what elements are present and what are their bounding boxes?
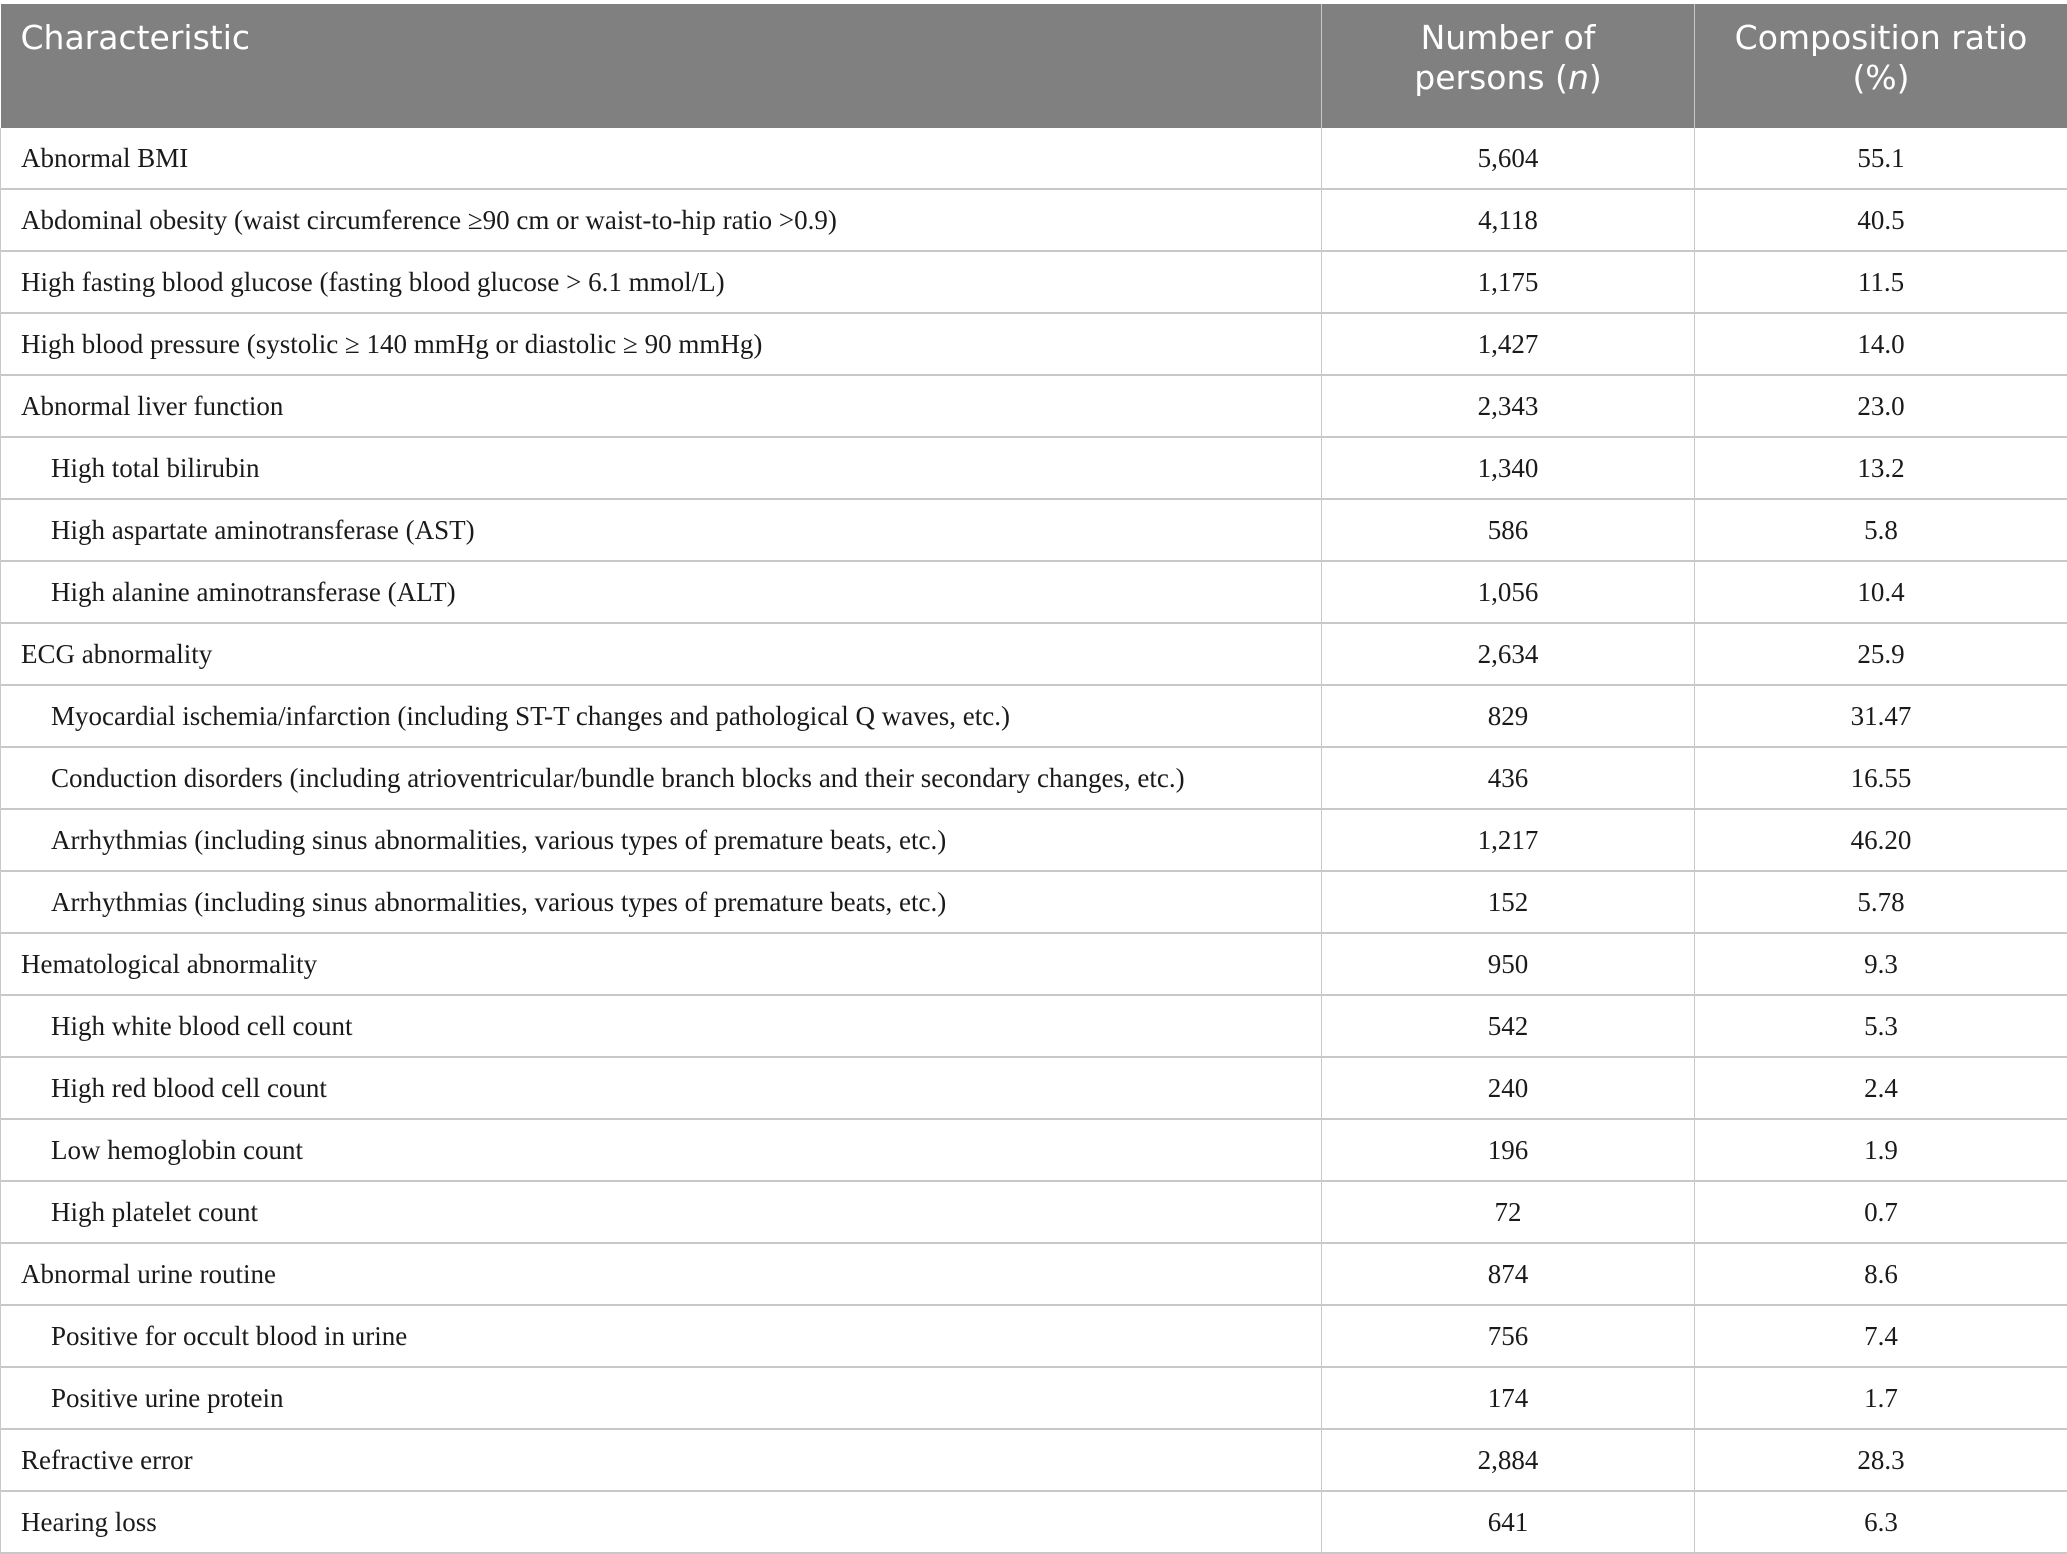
table-row (1, 499, 2067, 561)
row-number-of-persons: 829 (1322, 685, 1695, 747)
row-composition-ratio: 8.6 (1695, 1243, 2067, 1305)
row-characteristic: Abnormal liver function (1, 375, 1322, 437)
table-row (1, 995, 2067, 1057)
table-row (1, 1491, 2067, 1553)
row-composition-ratio: 46.20 (1695, 809, 2067, 871)
row-composition-ratio: 55.1 (1695, 128, 2067, 189)
header-number-of-persons (1322, 4, 1695, 128)
row-characteristic: High white blood cell count (1, 995, 1322, 1057)
row-number-of-persons: 174 (1322, 1367, 1695, 1429)
header-number-line1: Number of (1421, 18, 1596, 57)
header-number-line2-pre: persons ( (1414, 58, 1568, 97)
row-number-of-persons: 1,340 (1322, 437, 1695, 499)
header-characteristic: Characteristic (1, 4, 1322, 128)
row-number-of-persons: 2,884 (1322, 1429, 1695, 1491)
row-number-of-persons: 436 (1322, 747, 1695, 809)
row-number-of-persons: 240 (1322, 1057, 1695, 1119)
row-characteristic: Low hemoglobin count (1, 1119, 1322, 1181)
row-composition-ratio: 40.5 (1695, 189, 2067, 251)
row-composition-ratio: 28.3 (1695, 1429, 2067, 1491)
table-row (1, 375, 2067, 437)
table-row (1, 437, 2067, 499)
row-composition-ratio: 25.9 (1695, 623, 2067, 685)
row-number-of-persons: 950 (1322, 933, 1695, 995)
row-characteristic: Myocardial ischemia/infarction (including ST-T changes and pathological Q waves, etc.) (1, 685, 1322, 747)
row-characteristic: Abnormal BMI (1, 128, 1322, 189)
row-composition-ratio: 16.55 (1695, 747, 2067, 809)
table-row (1, 1243, 2067, 1305)
row-number-of-persons: 1,427 (1322, 313, 1695, 375)
row-characteristic: Hearing loss (1, 1491, 1322, 1553)
row-characteristic: High platelet count (1, 1181, 1322, 1243)
row-characteristic: Arrhythmias (including sinus abnormalities, various types of premature beats, etc.) (1, 809, 1322, 871)
row-number-of-persons: 1,217 (1322, 809, 1695, 871)
table-body (1, 128, 2067, 1553)
row-composition-ratio: 13.2 (1695, 437, 2067, 499)
row-composition-ratio: 23.0 (1695, 375, 2067, 437)
table-row (1, 623, 2067, 685)
row-composition-ratio: 6.3 (1695, 1491, 2067, 1553)
row-characteristic: High blood pressure (systolic ≥ 140 mmHg or diastolic ≥ 90 mmHg) (1, 313, 1322, 375)
row-characteristic: High fasting blood glucose (fasting blood glucose > 6.1 mmol/L) (1, 251, 1322, 313)
header-composition-ratio (1695, 4, 2067, 128)
table-row (1, 809, 2067, 871)
table-row (1, 871, 2067, 933)
row-characteristic: Abnormal urine routine (1, 1243, 1322, 1305)
header-ratio-line1: Composition ratio (1735, 18, 2028, 57)
row-characteristic: Hematological abnormality (1, 933, 1322, 995)
row-composition-ratio: 1.7 (1695, 1367, 2067, 1429)
row-composition-ratio: 14.0 (1695, 313, 2067, 375)
row-number-of-persons: 5,604 (1322, 128, 1695, 189)
row-number-of-persons: 2,634 (1322, 623, 1695, 685)
row-composition-ratio: 11.5 (1695, 251, 2067, 313)
row-number-of-persons: 196 (1322, 1119, 1695, 1181)
table-row (1, 1181, 2067, 1243)
row-characteristic: High total bilirubin (1, 437, 1322, 499)
row-number-of-persons: 756 (1322, 1305, 1695, 1367)
row-number-of-persons: 1,175 (1322, 251, 1695, 313)
table-row (1, 933, 2067, 995)
table-row (1, 747, 2067, 809)
header-ratio-line2: (%) (1852, 58, 1909, 97)
row-characteristic: High aspartate aminotransferase (AST) (1, 499, 1322, 561)
characteristics-table (0, 4, 2067, 1554)
table-row (1, 313, 2067, 375)
table-row (1, 128, 2067, 189)
table-row (1, 685, 2067, 747)
table-row (1, 189, 2067, 251)
row-composition-ratio: 2.4 (1695, 1057, 2067, 1119)
table-row (1, 1057, 2067, 1119)
row-number-of-persons: 1,056 (1322, 561, 1695, 623)
table-row (1, 1119, 2067, 1181)
row-characteristic: Refractive error (1, 1429, 1322, 1491)
row-number-of-persons: 586 (1322, 499, 1695, 561)
row-number-of-persons: 874 (1322, 1243, 1695, 1305)
row-composition-ratio: 7.4 (1695, 1305, 2067, 1367)
table-row (1, 561, 2067, 623)
header-row (1, 4, 2067, 128)
row-number-of-persons: 72 (1322, 1181, 1695, 1243)
row-number-of-persons: 152 (1322, 871, 1695, 933)
row-composition-ratio: 1.9 (1695, 1119, 2067, 1181)
row-composition-ratio: 5.78 (1695, 871, 2067, 933)
row-characteristic: Abdominal obesity (waist circumference ≥90 cm or waist-to-hip ratio >0.9) (1, 189, 1322, 251)
row-characteristic: High red blood cell count (1, 1057, 1322, 1119)
row-composition-ratio: 5.3 (1695, 995, 2067, 1057)
row-composition-ratio: 10.4 (1695, 561, 2067, 623)
table-row (1, 251, 2067, 313)
row-composition-ratio: 0.7 (1695, 1181, 2067, 1243)
row-characteristic: Positive for occult blood in urine (1, 1305, 1322, 1367)
row-number-of-persons: 542 (1322, 995, 1695, 1057)
table-row (1, 1429, 2067, 1491)
row-characteristic: ECG abnormality (1, 623, 1322, 685)
row-characteristic: High alanine aminotransferase (ALT) (1, 561, 1322, 623)
row-number-of-persons: 641 (1322, 1491, 1695, 1553)
row-composition-ratio: 9.3 (1695, 933, 2067, 995)
row-characteristic: Positive urine protein (1, 1367, 1322, 1429)
header-number-line2-post: ) (1589, 58, 1602, 97)
row-composition-ratio: 5.8 (1695, 499, 2067, 561)
header-number-n: n (1568, 58, 1589, 97)
row-characteristic: Arrhythmias (including sinus abnormalities, various types of premature beats, etc.) (1, 871, 1322, 933)
table-row (1, 1367, 2067, 1429)
table-row (1, 1305, 2067, 1367)
row-number-of-persons: 2,343 (1322, 375, 1695, 437)
row-characteristic: Conduction disorders (including atrioventricular/bundle branch blocks and their secondary changes, etc.) (1, 747, 1322, 809)
row-number-of-persons: 4,118 (1322, 189, 1695, 251)
row-composition-ratio: 31.47 (1695, 685, 2067, 747)
